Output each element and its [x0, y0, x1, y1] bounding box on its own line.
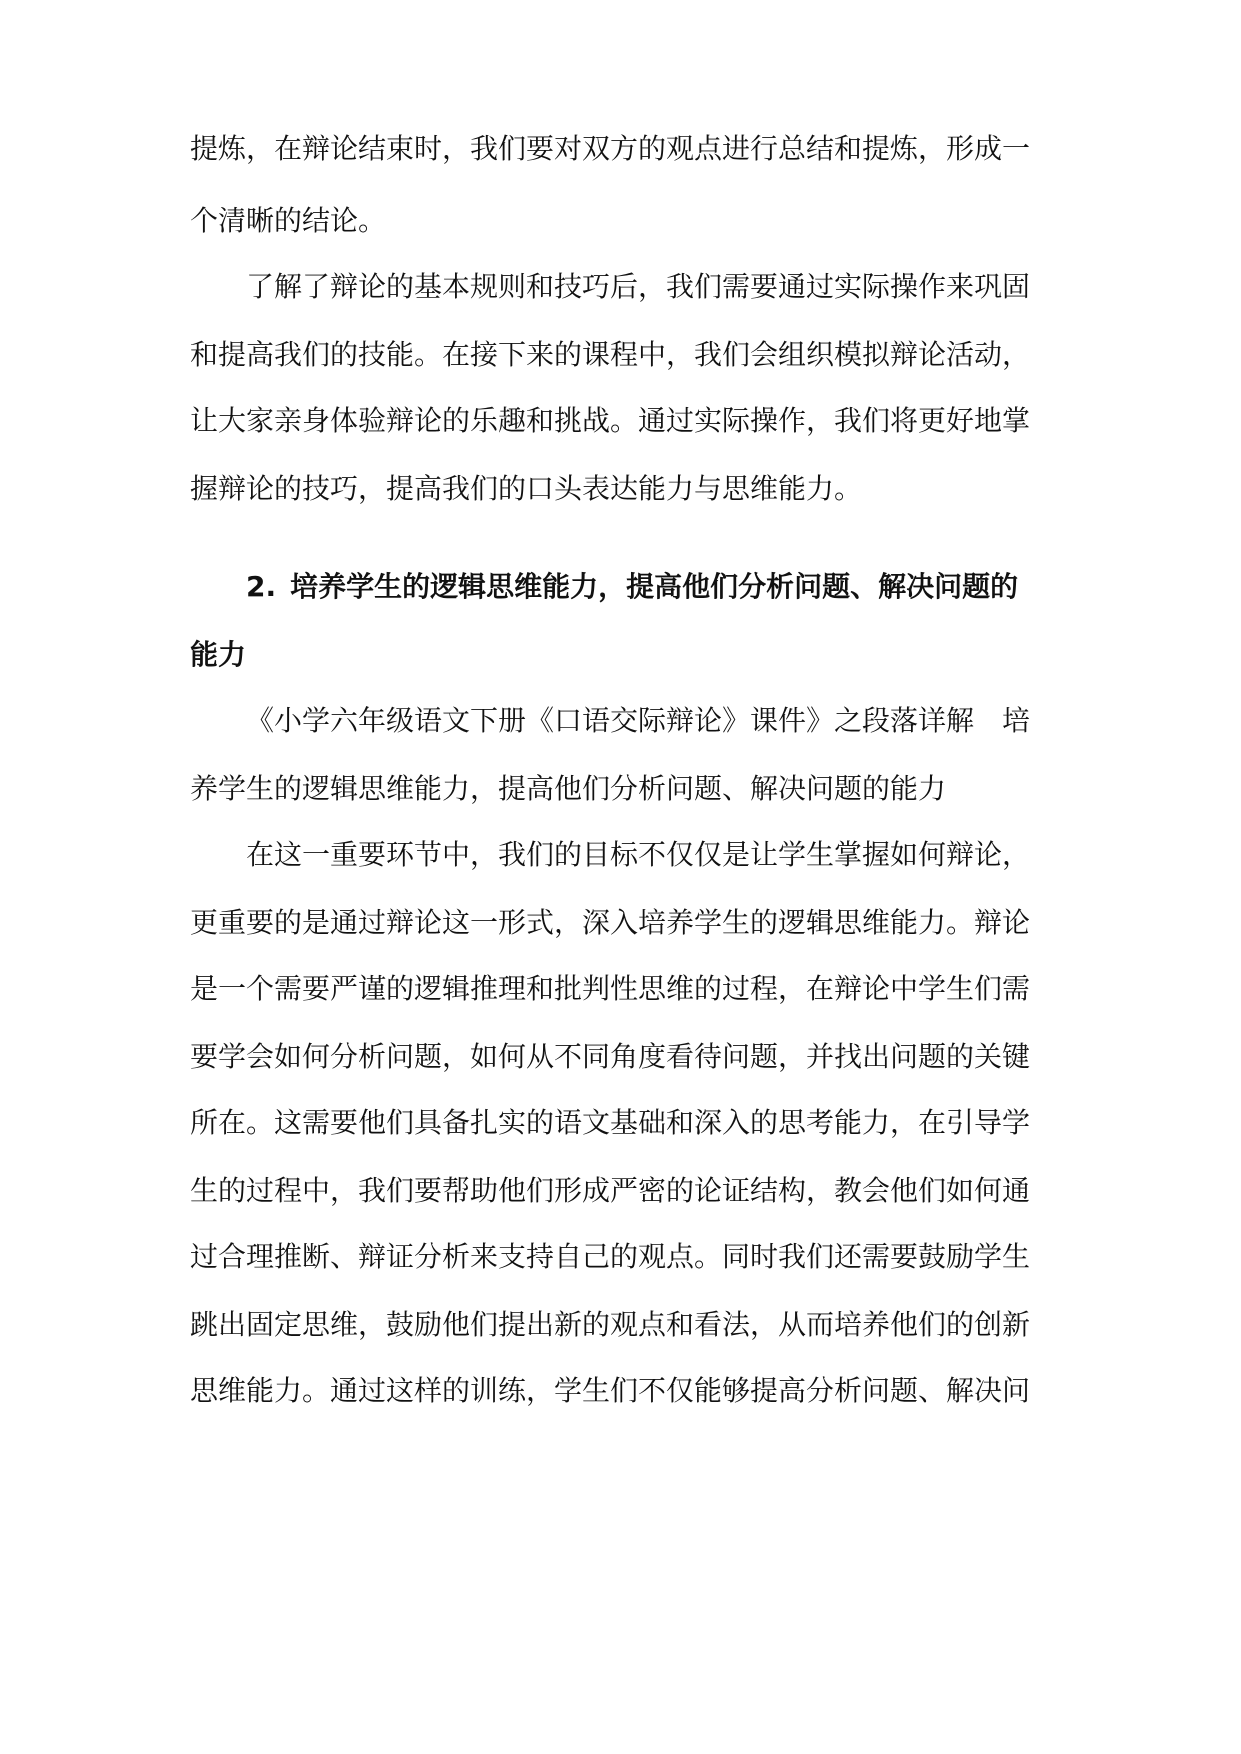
paragraph-line: 和提高我们的技能。在接下来的课程中，我们会组织模拟辩论活动，: [190, 338, 1031, 371]
paragraph-line: 跳出固定思维，鼓励他们提出新的观点和看法，从而培养他们的创新: [190, 1308, 1031, 1341]
paragraph-line: 了解了辩论的基本规则和技巧后，我们需要通过实际操作来巩固: [246, 270, 1031, 303]
section-heading-text: 培养学生的逻辑思维能力，提高他们分析问题、解决问题的: [290, 570, 1019, 603]
paragraph-line: 提炼，在辩论结束时，我们要对双方的观点进行总结和提炼，形成一: [190, 132, 1031, 165]
paragraph-line: 让大家亲身体验辩论的乐趣和挑战。通过实际操作，我们将更好地掌: [190, 404, 1031, 437]
paragraph-line: 养学生的逻辑思维能力，提高他们分析问题、解决问题的能力: [190, 772, 947, 805]
paragraph-line: 生的过程中，我们要帮助他们形成严密的论证结构，教会他们如何通: [190, 1174, 1031, 1207]
paragraph-line: 所在。这需要他们具备扎实的语文基础和深入的思考能力，在引导学: [190, 1106, 1031, 1139]
paragraph-line: 要学会如何分析问题，如何从不同角度看待问题，并找出问题的关键: [190, 1040, 1031, 1073]
paragraph-line: 个清晰的结论。: [190, 204, 387, 237]
paragraph-line: 在这一重要环节中，我们的目标不仅仅是让学生掌握如何辩论，: [246, 838, 1031, 871]
paragraph-line: 更重要的是通过辩论这一形式，深入培养学生的逻辑思维能力。辩论: [190, 906, 1031, 939]
paragraph-line: 思维能力。通过这样的训练，学生们不仅能够提高分析问题、解决问: [190, 1374, 1031, 1407]
paragraph-line: 《小学六年级语文下册《口语交际辩论》课件》之段落详解 培: [246, 704, 1031, 737]
paragraph-line: 过合理推断、辩证分析来支持自己的观点。同时我们还需要鼓励学生: [190, 1240, 1031, 1273]
paragraph-line: 握辩论的技巧，提高我们的口头表达能力与思维能力。: [190, 472, 863, 505]
section-heading-continuation: 能力: [190, 638, 247, 671]
section-heading: [246, 568, 1018, 606]
paragraph-line: 是一个需要严谨的逻辑推理和批判性思维的过程，在辩论中学生们需: [190, 972, 1031, 1005]
section-heading-number: 2.: [246, 570, 277, 603]
